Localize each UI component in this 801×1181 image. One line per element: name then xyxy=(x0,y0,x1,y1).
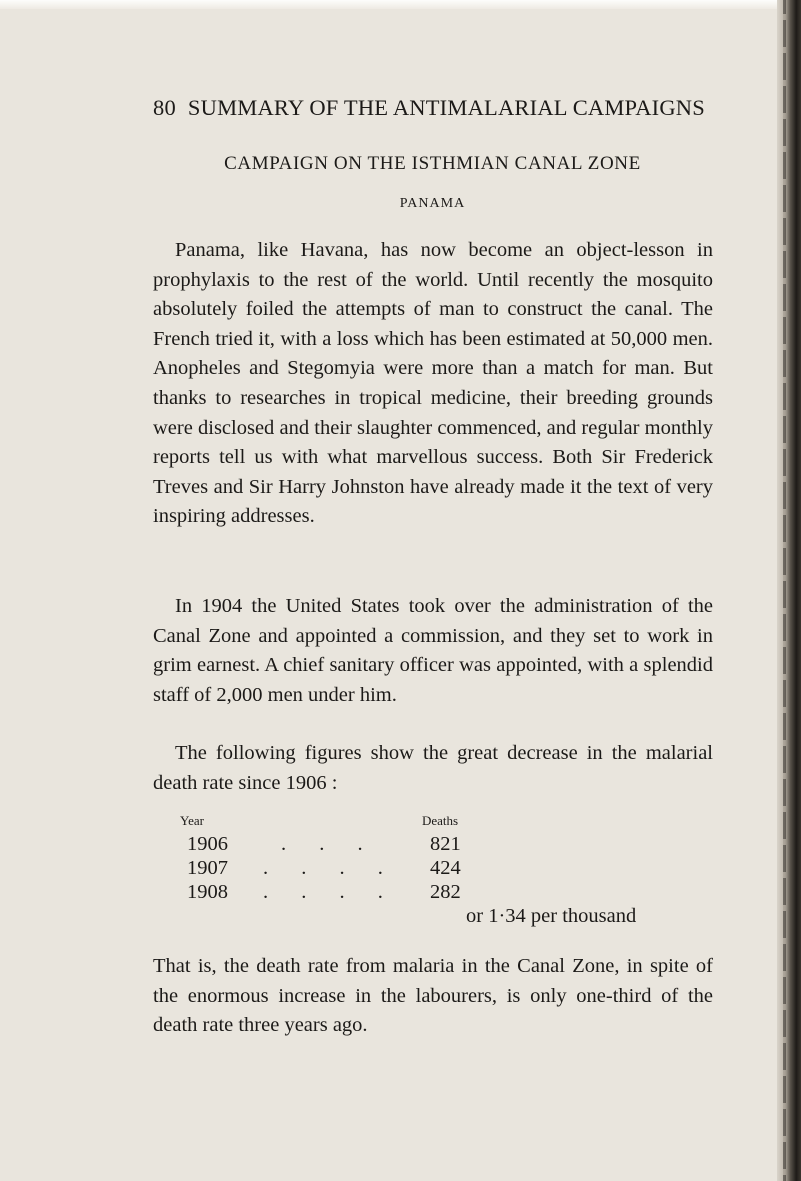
table-cell-leader: . . . . xyxy=(263,881,397,903)
table-row xyxy=(153,881,713,907)
table-row xyxy=(153,857,713,883)
paragraph: Panama, like Havana, has now become an object-lesson in prophylaxis to the rest of the world. Until recently the mosquito absolutely foiled the attempts of man to construct the canal. The French tried it, with a loss which has been estimated at 50,000 men. Anopheles and Stegomyia were more than a match for man. But thanks to researches in tropical medicine, their breeding grounds were disclosed and their slaughter commenced, and regular monthly reports tell us with what marvellous success. Both Sir Frederick Treves and Sir Harry Johnston have already made it the text of very inspiring addresses. xyxy=(153,239,713,528)
table-header-deaths: Deaths xyxy=(422,813,459,828)
table-cell-leader: . . . xyxy=(281,833,377,855)
book-spine-edge xyxy=(777,0,801,1181)
page-number: 80 xyxy=(153,95,176,120)
running-title: SUMMARY OF THE ANTIMALARIAL CAMPAIGNS xyxy=(187,95,705,120)
table-cell-deaths: 424 xyxy=(430,857,461,879)
section-subtitle: PANAMA xyxy=(399,196,466,211)
table-cell-leader: . . . . xyxy=(263,857,397,879)
table-cell-year: 1906 xyxy=(187,833,228,855)
running-head xyxy=(153,95,713,121)
table-footnote: or 1·34 per thousand xyxy=(466,905,637,927)
paragraph: The following figures show the great decrease in the malarial death rate since 1906 : xyxy=(153,742,713,794)
paragraph: That is, the death rate from malaria in the Canal Zone, in spite of the enormous increase in the labourers, is only one-third of the death rate three years ago. xyxy=(153,955,713,1037)
section-title: CAMPAIGN ON THE ISTHMIAN CANAL ZONE xyxy=(224,153,641,174)
page-top-edge xyxy=(0,0,801,9)
table-cell-year: 1907 xyxy=(187,857,228,879)
table-cell-year: 1908 xyxy=(187,881,228,903)
table-cell-deaths: 282 xyxy=(430,881,461,903)
table-header-year: Year xyxy=(180,813,204,828)
table-row xyxy=(153,833,713,859)
table-cell-deaths: 821 xyxy=(430,833,461,855)
paragraph: In 1904 the United States took over the administration of the Canal Zone and appointed a commission, and they set to work in grim earnest. A chief sanitary officer was appointed, with a splendid staff of 2,000 men under him. xyxy=(153,595,713,706)
